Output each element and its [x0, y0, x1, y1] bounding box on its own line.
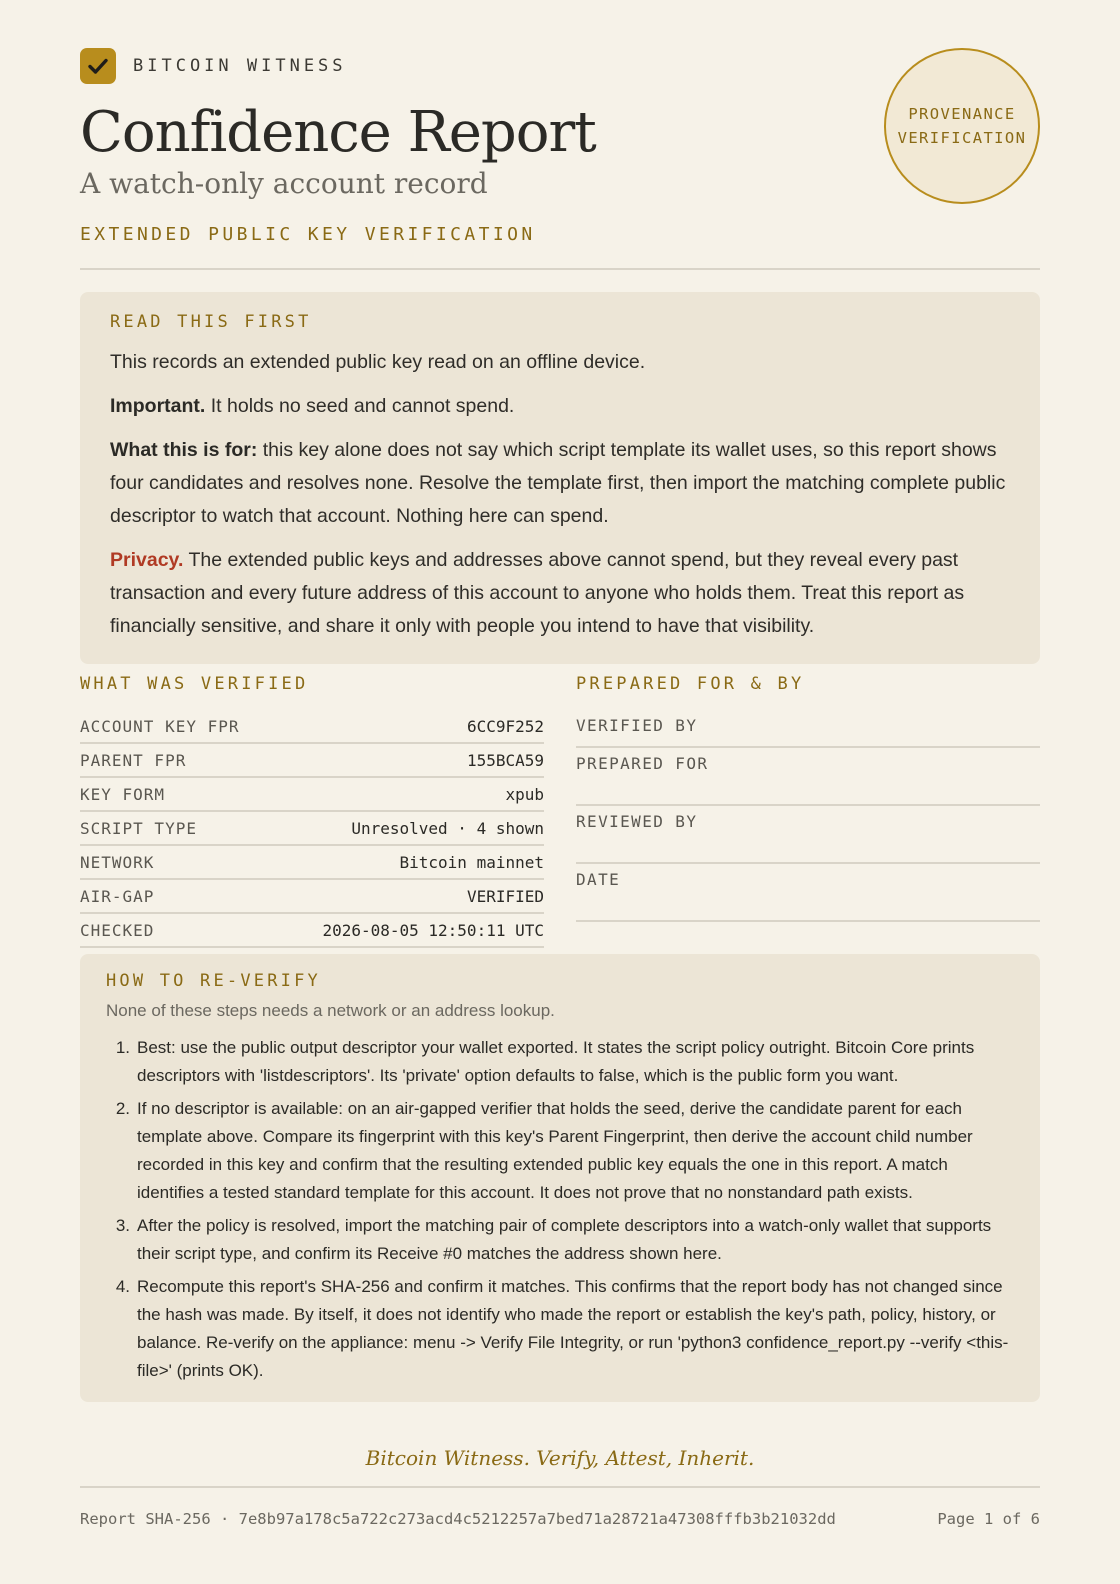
- reviewed-by-field[interactable]: [576, 806, 1040, 864]
- page-number: Page 1 of 6: [937, 1510, 1040, 1528]
- prepared-for-field[interactable]: [576, 748, 1040, 806]
- privacy-note: [110, 544, 1010, 643]
- step-number: 1.: [115, 1038, 130, 1057]
- table-row: [80, 744, 544, 778]
- table-row: [80, 880, 544, 914]
- row-value: xpub: [505, 784, 544, 804]
- row-value: Unresolved · 4 shown: [351, 818, 544, 838]
- purpose-text: this key alone does not say which script template its wallet uses, so this report shows four candidates and resolves none. Resolve the template first, then import the matching complete public descriptor to watch that account. Nothing here can spend.: [110, 439, 1006, 527]
- row-key: AIR-GAP: [80, 886, 155, 906]
- row-value: 155BCA59: [466, 750, 544, 770]
- list-item: [106, 1273, 1014, 1385]
- footer-divider: [80, 1486, 1040, 1488]
- step-number: 4.: [115, 1277, 130, 1296]
- report-page: [80, 0, 1040, 1584]
- row-key: CHECKED: [80, 920, 155, 940]
- reverify-heading: HOW TO RE-VERIFY: [106, 971, 321, 991]
- verified-by-field[interactable]: [576, 710, 1040, 748]
- seal-line-2: VERIFICATION: [897, 129, 1027, 147]
- read-first-panel: [80, 292, 1040, 664]
- row-key: NETWORK: [80, 852, 155, 872]
- row-value: VERIFIED: [466, 886, 544, 906]
- footer-tagline: Bitcoin Witness. Verify, Attest, Inherit.: [365, 1446, 755, 1470]
- field-label: REVIEWED BY: [576, 812, 698, 831]
- step-text: Recompute this report's SHA-256 and confirm it matches. This confirms that the report body has not changed since the hash was made. By itself, it does not identify who made the report or establish the key's path, policy, history, or balance. Re-verify on the appliance: menu -> Verify File Integrity, or run 'python3 confidence_report.py --verify <this-file>' (prints OK).: [137, 1277, 1009, 1380]
- reverify-panel: [80, 954, 1040, 1402]
- row-value: Bitcoin mainnet: [399, 852, 544, 872]
- important-text: It holds no seed and cannot spend.: [205, 395, 515, 417]
- step-text: If no descriptor is available: on an air-gapped verifier that holds the seed, derive the candidate parent for each template above. Compare its fingerprint with this key's Parent Fingerprint, then derive the account child number recorded in this key and confirm that the resulting extended public key equals the one in this report. A match identifies a tested standard template for this account. It does not prove that no nonstandard path exists.: [137, 1099, 973, 1202]
- important-note: [110, 390, 1010, 423]
- field-label: VERIFIED BY: [576, 716, 698, 735]
- purpose-note: [110, 434, 1010, 533]
- table-row: [80, 914, 544, 948]
- header-divider: [80, 268, 1040, 270]
- step-number: 3.: [115, 1216, 130, 1235]
- date-field[interactable]: [576, 864, 1040, 922]
- table-row: [80, 778, 544, 812]
- row-value: 2026-08-05 12:50:11 UTC: [322, 920, 544, 940]
- verified-table: [80, 710, 544, 948]
- reverify-steps: [106, 1034, 1014, 1385]
- prepared-heading: PREPARED FOR & BY: [576, 674, 805, 694]
- list-item: [106, 1212, 1014, 1268]
- purpose-label: What this is for:: [110, 439, 258, 461]
- table-row: [80, 846, 544, 880]
- important-label: Important.: [110, 395, 206, 417]
- step-text: After the policy is resolved, import the matching pair of complete descriptors into a watch-only wallet that supports their script type, and confirm its Receive #0 matches the address shown here.: [137, 1216, 992, 1263]
- table-row: [80, 710, 544, 744]
- read-first-intro: This records an extended public key read on an offline device.: [110, 351, 646, 373]
- row-value: 6CC9F252: [466, 716, 544, 736]
- step-number: 2.: [115, 1099, 130, 1118]
- signature-fields: [576, 710, 1040, 922]
- brand-name: BITCOIN WITNESS: [133, 56, 347, 76]
- read-first-heading: READ THIS FIRST: [110, 312, 312, 332]
- table-row: [80, 812, 544, 846]
- field-label: PREPARED FOR: [576, 754, 709, 773]
- provenance-seal: [884, 48, 1040, 204]
- privacy-label: Privacy.: [110, 549, 184, 571]
- list-item: [106, 1095, 1014, 1207]
- row-key: SCRIPT TYPE: [80, 818, 197, 838]
- brand: [80, 48, 347, 84]
- field-label: DATE: [576, 870, 621, 889]
- page-title: Confidence Report: [80, 100, 596, 165]
- report-type-label: EXTENDED PUBLIC KEY VERIFICATION: [80, 224, 536, 245]
- check-icon: [80, 48, 116, 84]
- verified-heading: WHAT WAS VERIFIED: [80, 674, 309, 694]
- row-key: ACCOUNT KEY FPR: [80, 716, 240, 736]
- footer: [80, 1510, 1040, 1528]
- list-item: [106, 1034, 1014, 1090]
- report-hash: Report SHA-256 · 7e8b97a178c5a722c273acd4c5212257a7bed71a28721a47308fffb3b21032dd: [80, 1510, 836, 1528]
- row-key: KEY FORM: [80, 784, 166, 804]
- page-subtitle: A watch-only account record: [80, 167, 488, 200]
- privacy-text: The extended public keys and addresses above cannot spend, but they reveal every past transaction and every future address of this account to anyone who holds them. Treat this report as financially sensitive, and share it only with people you intend to have that visibility.: [110, 549, 965, 637]
- step-text: Best: use the public output descriptor your wallet exported. It states the script policy outright. Bitcoin Core prints descriptors with 'listdescriptors'. Its 'private' option defaults to false, which is the public form you want.: [137, 1038, 975, 1085]
- row-key: PARENT FPR: [80, 750, 187, 770]
- seal-line-1: PROVENANCE: [908, 105, 1016, 123]
- reverify-intro: None of these steps needs a network or an address lookup.: [106, 1001, 555, 1020]
